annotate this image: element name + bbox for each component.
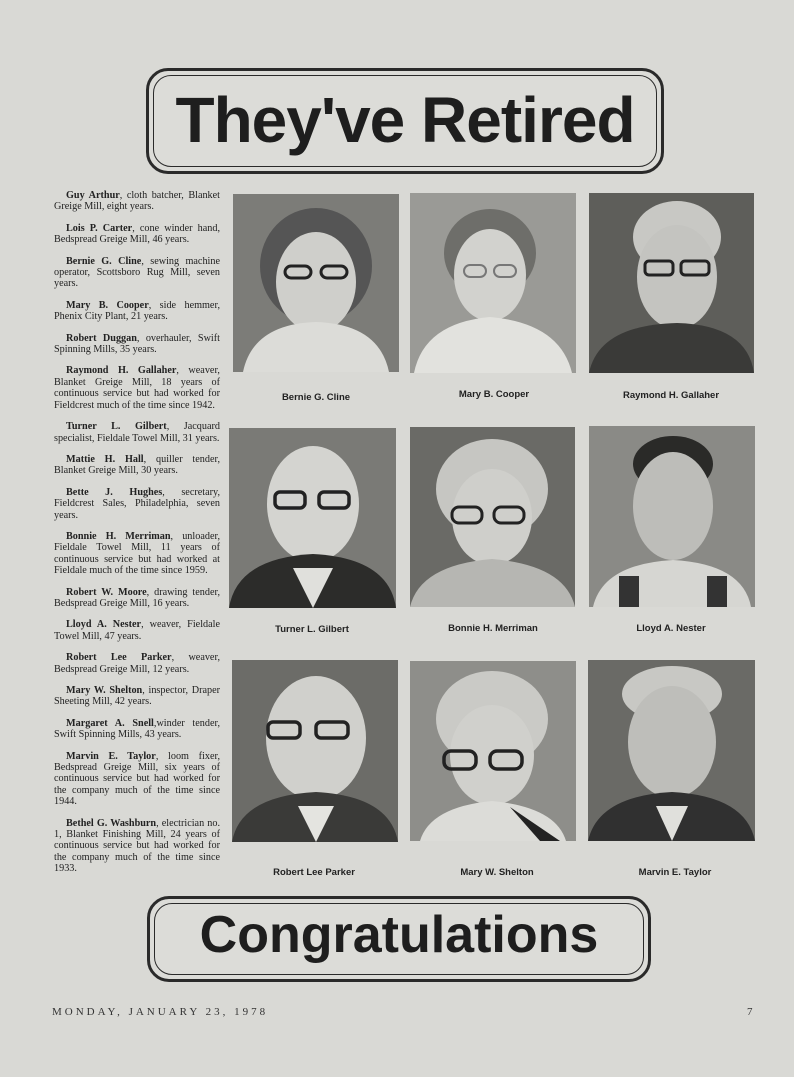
retiree-detail: , drawing tender, Bedspread Greige Mill, 16 years.	[54, 586, 220, 609]
retiree-detail: , overhauler, Swift Spinning Mills, 35 years.	[54, 332, 220, 356]
retiree-name: Mary B. Cooper	[66, 299, 149, 311]
photo-caption: Bonnie H. Merriman	[448, 623, 538, 634]
page-number: 7	[747, 1006, 753, 1018]
retiree-name: Raymond H. Gallaher	[66, 365, 177, 377]
issue-date: MONDAY, JANUARY 23, 1978	[52, 1006, 269, 1018]
retiree-detail: , secretary, Fieldcrest Sales, Philadelphia, seven years.	[54, 486, 220, 521]
list-item	[54, 685, 220, 708]
portrait-photo-icon	[233, 194, 399, 372]
photo-caption: Mary W. Shelton	[460, 867, 534, 878]
list-item	[54, 818, 220, 875]
portrait-photo-icon	[410, 661, 576, 841]
portrait-photo-bonnie-merriman	[410, 427, 575, 607]
portrait-photo-icon	[229, 428, 396, 608]
retiree-list	[54, 190, 220, 885]
banner-text: Congratulations	[199, 906, 599, 964]
portrait-photo-icon	[589, 426, 755, 607]
title-banner	[146, 68, 664, 174]
retiree-name: Guy Arthur	[66, 190, 120, 201]
portrait-photo-bernie-cline	[233, 194, 399, 372]
list-item	[54, 619, 220, 642]
list-item	[54, 487, 220, 521]
photo-caption: Lloyd A. Nester	[636, 623, 706, 634]
portrait-photo-icon	[589, 193, 754, 373]
retiree-detail: , inspector, Draper Sheeting Mill, 42 years.	[54, 685, 220, 708]
portrait-photo-icon	[410, 427, 575, 607]
photo-caption: Mary B. Cooper	[458, 389, 530, 400]
retiree-detail: , loom fixer, Bedspread Greige Mill, six years of continuous service but had worked for the company much of the time since 1944.	[54, 750, 220, 808]
list-item	[54, 223, 220, 246]
retiree-detail: , unloader, Fieldale Towel Mill, 11 years of continuous service but had worked at Fieldale much of the time since 1959.	[54, 530, 220, 577]
list-item	[54, 751, 220, 808]
list-item	[54, 587, 220, 610]
portrait-photo-lloyd-nester	[589, 426, 755, 607]
portrait-photo-marvin-taylor	[588, 660, 755, 841]
portrait-photo-turner-gilbert	[229, 428, 396, 608]
retiree-detail: , side hemmer, Phenix City Plant, 21 years.	[54, 299, 220, 323]
list-item	[54, 531, 220, 577]
retiree-detail: , cone winder hand, Bedspread Greige Mill, 46 years.	[54, 222, 220, 246]
portrait-photo-icon	[232, 660, 398, 842]
retiree-name: Lois P. Carter	[66, 222, 133, 234]
list-item	[54, 256, 220, 290]
retiree-detail: , weaver, Fieldale Towel Mill, 47 years.	[54, 619, 220, 642]
photo-caption: Bernie G. Cline	[281, 392, 351, 403]
portrait-photo-icon	[410, 193, 576, 373]
retiree-name: Bette J. Hughes	[66, 486, 163, 498]
retiree-name: Robert W. Moore	[66, 586, 147, 598]
page-title: They've Retired	[175, 84, 635, 156]
retiree-detail: , sewing machine operator, Scottsboro Rug Mill, seven years.	[54, 255, 220, 290]
retiree-detail: , cloth batcher, Blanket Greige Mill, eight years.	[54, 190, 221, 213]
list-item	[54, 365, 220, 411]
congratulations-banner	[147, 896, 651, 982]
photo-caption: Raymond H. Gallaher	[622, 390, 720, 401]
portrait-photo-mary-cooper	[410, 193, 576, 373]
retiree-name: Mattie H. Hall	[66, 453, 144, 465]
retiree-detail: , weaver, Bedspread Greige Mill, 12 years.	[54, 652, 220, 675]
retiree-name: Bonnie H. Merriman	[66, 530, 171, 542]
retiree-name: Bethel G. Washburn	[66, 817, 157, 829]
retiree-name: Marvin E. Taylor	[66, 750, 156, 762]
list-item	[54, 300, 220, 323]
photo-caption: Turner L. Gilbert	[275, 624, 349, 635]
portrait-photo-raymond-gallaher	[589, 193, 754, 373]
list-item	[54, 652, 220, 675]
retiree-detail: , Jacquard specialist, Fieldale Towel Mill, 31 years.	[54, 421, 220, 444]
list-item	[54, 718, 220, 741]
retiree-name: Robert Lee Parker	[66, 652, 172, 664]
list-item	[54, 190, 220, 213]
photo-caption: Marvin E. Taylor	[638, 867, 712, 878]
retiree-name: Robert Duggan	[66, 332, 137, 344]
portrait-photo-mary-shelton	[410, 661, 576, 841]
list-item	[54, 421, 220, 444]
retiree-name: Lloyd A. Nester	[66, 619, 142, 631]
portrait-photo-icon	[588, 660, 755, 841]
list-item	[54, 454, 220, 477]
retiree-name: Mary W. Shelton	[66, 685, 143, 696]
retiree-detail: , electrician no. 1, Blanket Finishing Mill, 24 years of continuous service but had worked for the company much of the time since 1933.	[54, 817, 220, 875]
portrait-photo-robert-parker	[232, 660, 398, 842]
retiree-detail: , weaver, Blanket Greige Mill, 18 years of continuous service but had worked for Fieldcrest much of the time since 1942.	[54, 365, 220, 411]
retiree-name: Bernie G. Cline	[66, 255, 142, 267]
list-item	[54, 333, 220, 356]
retiree-detail: , quiller tender, Blanket Greige Mill, 30 years.	[54, 453, 221, 477]
retiree-detail: ,winder tender, Swift Spinning Mills, 43 years.	[54, 717, 220, 741]
retiree-name: Turner L. Gilbert	[66, 421, 167, 433]
photo-caption: Robert Lee Parker	[273, 867, 355, 878]
retiree-name: Margaret A. Snell	[66, 717, 154, 729]
